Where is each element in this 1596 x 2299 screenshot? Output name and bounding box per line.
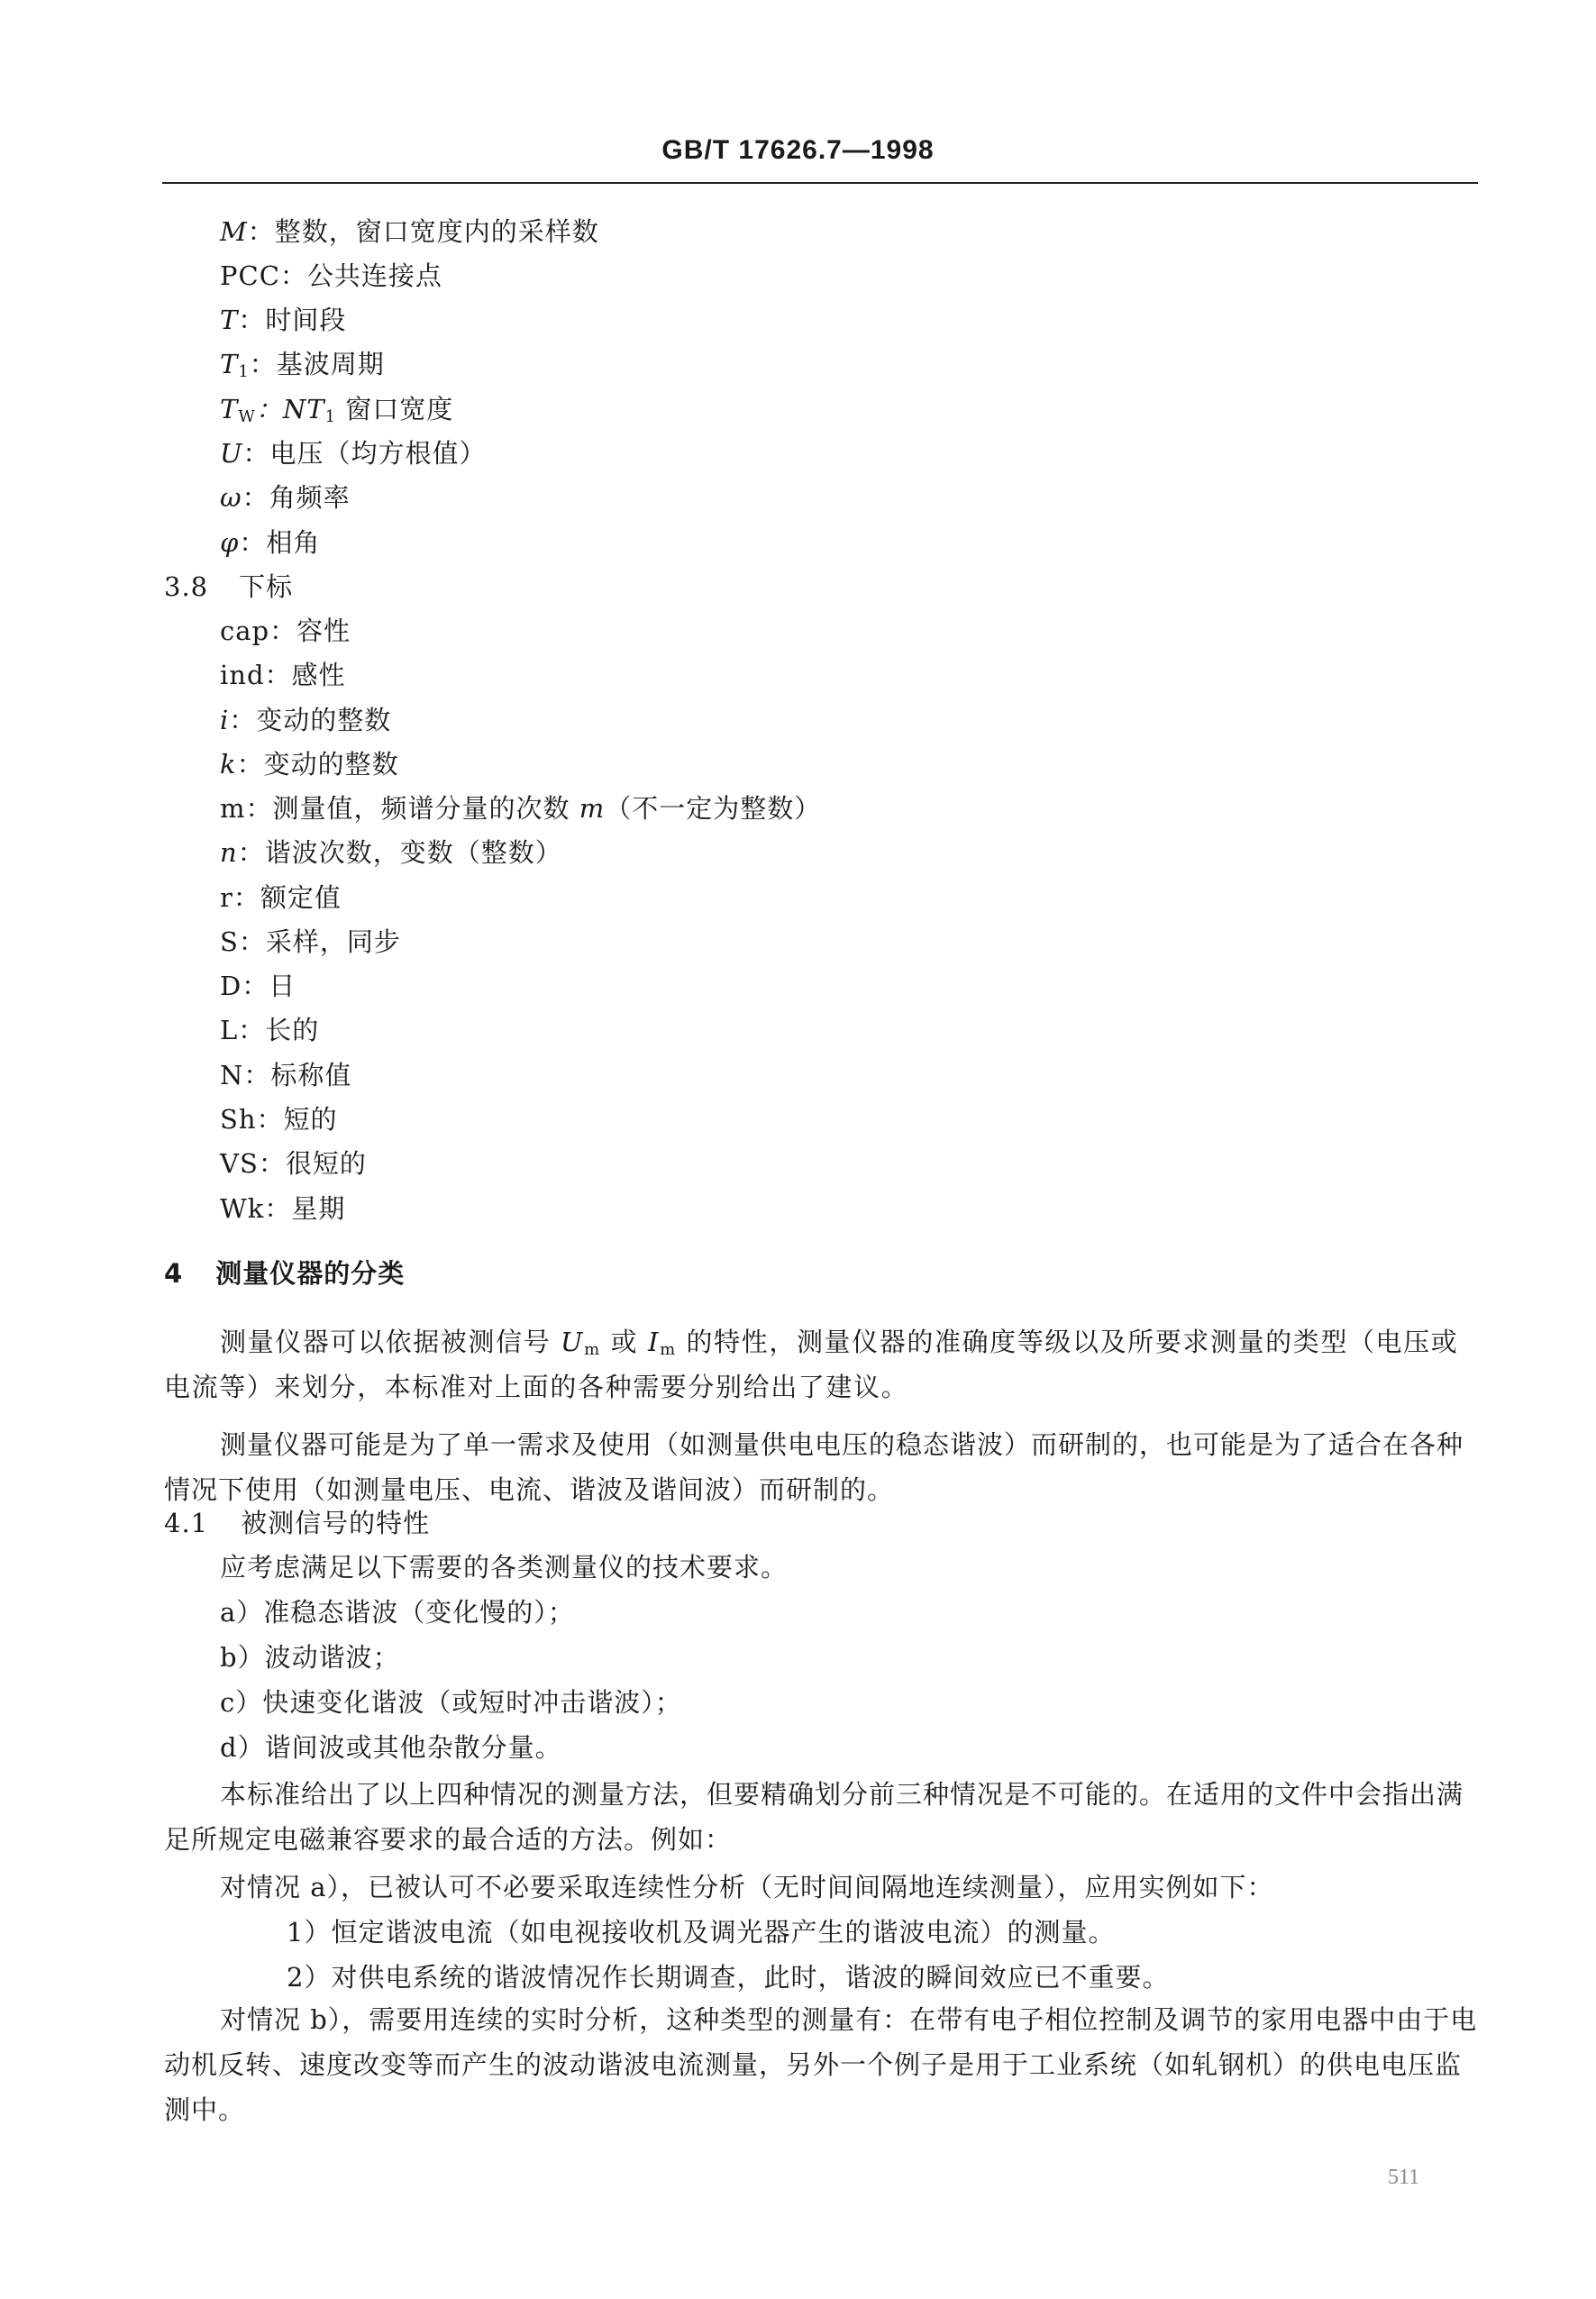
- symbol: T: [220, 305, 239, 335]
- section-heading-3-8: [164, 570, 293, 604]
- subscript-line: [220, 925, 401, 959]
- symbol-subscript: W: [238, 407, 256, 426]
- subscript-symbol: L: [220, 1015, 239, 1045]
- section-title: 测量仪器的分类: [215, 1258, 406, 1289]
- subscript-desc: ：日: [242, 971, 296, 1001]
- section-title: 被测信号的特性: [241, 1508, 431, 1538]
- symbol-line: [220, 525, 320, 560]
- paragraph-text: 的特性，测量仪器的准确度等级以及所要求测量的类型（电压或电流等）来划分，本标准对上面的各种需要分别给出了建议。: [164, 1327, 1459, 1402]
- subscript-line: [220, 1013, 319, 1047]
- symbol-subscript: 1: [238, 362, 250, 381]
- symbol-line: [220, 347, 385, 381]
- symbol-desc: ：电压（均方根值）: [242, 438, 487, 469]
- subscript-desc: ：很短的: [258, 1148, 367, 1179]
- list-item: b）波动谐波；: [220, 1642, 400, 1673]
- symbol-desc-tail: 窗口宽度: [336, 394, 454, 424]
- section-heading-4-1: [164, 1506, 430, 1540]
- subscript-line: [220, 969, 296, 1003]
- symbol-line: [220, 303, 346, 337]
- subscript-symbol: cap: [220, 616, 270, 646]
- subscript-symbol: r: [220, 882, 233, 913]
- list-item: a）准稳态谐波（变化慢的）；: [220, 1597, 575, 1628]
- subscript-symbol: N: [220, 1060, 244, 1090]
- subscript-symbol: i: [220, 705, 230, 735]
- paragraph: 应考虑满足以下需要的各类测量仪的技术要求。: [220, 1552, 789, 1583]
- paragraph: [164, 1319, 1480, 1410]
- standard-number-header: GB/T 17626.7—1998: [661, 135, 935, 165]
- symbol-line: [220, 436, 486, 470]
- subscript-line: [220, 703, 391, 737]
- list-item: c）快速变化谐波（或短时冲击谐波）；: [220, 1687, 682, 1718]
- header-rule: [162, 182, 1478, 184]
- subscript-desc: ：标称值: [243, 1060, 352, 1090]
- section-title: 下标: [239, 571, 294, 602]
- list-item: 2）对供电系统的谐波情况作长期调查，此时，谐波的瞬间效应已不重要。: [287, 1962, 1170, 1993]
- symbol: ω: [220, 482, 242, 513]
- subscript-line: [220, 614, 351, 648]
- symbol-line: [220, 392, 453, 426]
- subscript-symbol: n: [220, 837, 238, 868]
- symbol-desc: ：NT: [255, 394, 325, 424]
- subscript-symbol: S: [220, 926, 239, 957]
- symbol: T: [220, 394, 239, 424]
- subscript-symbol: VS: [220, 1148, 259, 1179]
- subscript-symbol: ind: [220, 660, 265, 690]
- section-number: 4.1: [164, 1508, 209, 1538]
- symbol-subscript: m: [660, 1340, 677, 1359]
- symbol-desc: ：相角: [239, 527, 321, 558]
- symbol-desc: ：公共连接点: [279, 260, 442, 291]
- subscript-symbol: D: [220, 971, 242, 1001]
- section-number: 3.8: [164, 571, 209, 602]
- subscript-desc: ：变动的整数: [229, 705, 392, 735]
- paragraph: 测量仪器可能是为了单一需求及使用（如测量供电电压的稳态谐波）而研制的，也可能是为了适合在各种情况下使用（如测量电压、电流、谐波及谐间波）而研制的。: [164, 1429, 1464, 1505]
- symbol-line: [220, 259, 442, 293]
- subscript-line: [220, 835, 562, 870]
- paragraph: 本标准给出了以上四种情况的测量方法，但要精确划分前三种情况是不可能的。在适用的文件中会指出满足所规定电磁兼容要求的最合适的方法。例如：: [164, 1779, 1464, 1855]
- subscript-symbol: Wk: [220, 1193, 265, 1224]
- subscript-symbol: m: [220, 793, 246, 824]
- symbol-u: U: [561, 1327, 585, 1357]
- subscript-desc: ：短的: [256, 1104, 338, 1135]
- paragraph: 对情况 b），需要用连续的实时分析，这种类型的测量有：在带有电子相位控制及调节的家用电器中由于电动机反转、速度改变等而产生的波动谐波电流测量，另外一个例子是用于工业系统（如轧钢机）的供电电压监测中。: [164, 2004, 1478, 2125]
- page-number: 511: [1388, 2166, 1420, 2189]
- subscript-line: [220, 1102, 338, 1136]
- paragraph-text: 测量仪器可以依据被测信号: [220, 1327, 561, 1357]
- subscript-desc: ：容性: [269, 616, 351, 646]
- symbol-desc: ：整数，窗口宽度内的采样数: [247, 216, 599, 247]
- subscript-line: [220, 791, 821, 826]
- list-item: d）谐间波或其他杂散分量。: [220, 1732, 562, 1763]
- section-heading-4: [164, 1256, 405, 1291]
- subscript-line: [220, 1058, 351, 1092]
- subscript-desc: ：感性: [264, 660, 346, 690]
- subscript-line: [220, 1191, 345, 1226]
- subscript-line: [220, 1146, 367, 1181]
- subscript-desc: ：谐波次数，变数（整数）: [237, 837, 562, 868]
- subscript-symbol: Sh: [220, 1104, 257, 1135]
- symbol-desc: ：角频率: [242, 482, 351, 513]
- subscript-desc-symbol: m: [579, 793, 606, 824]
- symbol-subscript: m: [584, 1340, 601, 1359]
- symbol-line: [220, 480, 351, 515]
- section-number: 4: [164, 1258, 184, 1289]
- symbol-desc-subscript: 1: [324, 407, 337, 426]
- subscript-desc: ：额定值: [233, 882, 342, 913]
- symbol: U: [220, 438, 243, 469]
- subscript-desc: ：采样，同步: [238, 926, 401, 957]
- symbol-line: [220, 214, 599, 249]
- symbol: PCC: [220, 260, 280, 291]
- symbol: φ: [220, 527, 240, 558]
- subscript-desc: ：测量值，频谱分量的次数: [245, 793, 579, 824]
- subscript-desc: ：变动的整数: [236, 749, 399, 780]
- subscript-line: [220, 747, 399, 781]
- symbol-i: I: [648, 1327, 661, 1357]
- symbol-desc: ：基波周期: [249, 349, 385, 379]
- subscript-desc-tail: （不一定为整数）: [605, 793, 822, 824]
- list-item: 1）恒定谐波电流（如电视接收机及调光器产生的谐波电流）的测量。: [287, 1917, 1116, 1948]
- subscript-line: [220, 658, 346, 692]
- paragraph: 对情况 a），已被认可不必要采取连续性分析（无时间间隔地连续测量），应用实例如下：: [220, 1872, 1274, 1902]
- subscript-desc: ：星期: [264, 1193, 346, 1224]
- subscript-desc: ：长的: [238, 1015, 320, 1045]
- subscript-symbol: k: [220, 749, 237, 780]
- subscript-line: [220, 880, 342, 915]
- paragraph-text: 或: [600, 1327, 648, 1357]
- symbol: T: [220, 349, 239, 379]
- symbol-desc: ：时间段: [238, 305, 347, 335]
- symbol: M: [220, 216, 248, 247]
